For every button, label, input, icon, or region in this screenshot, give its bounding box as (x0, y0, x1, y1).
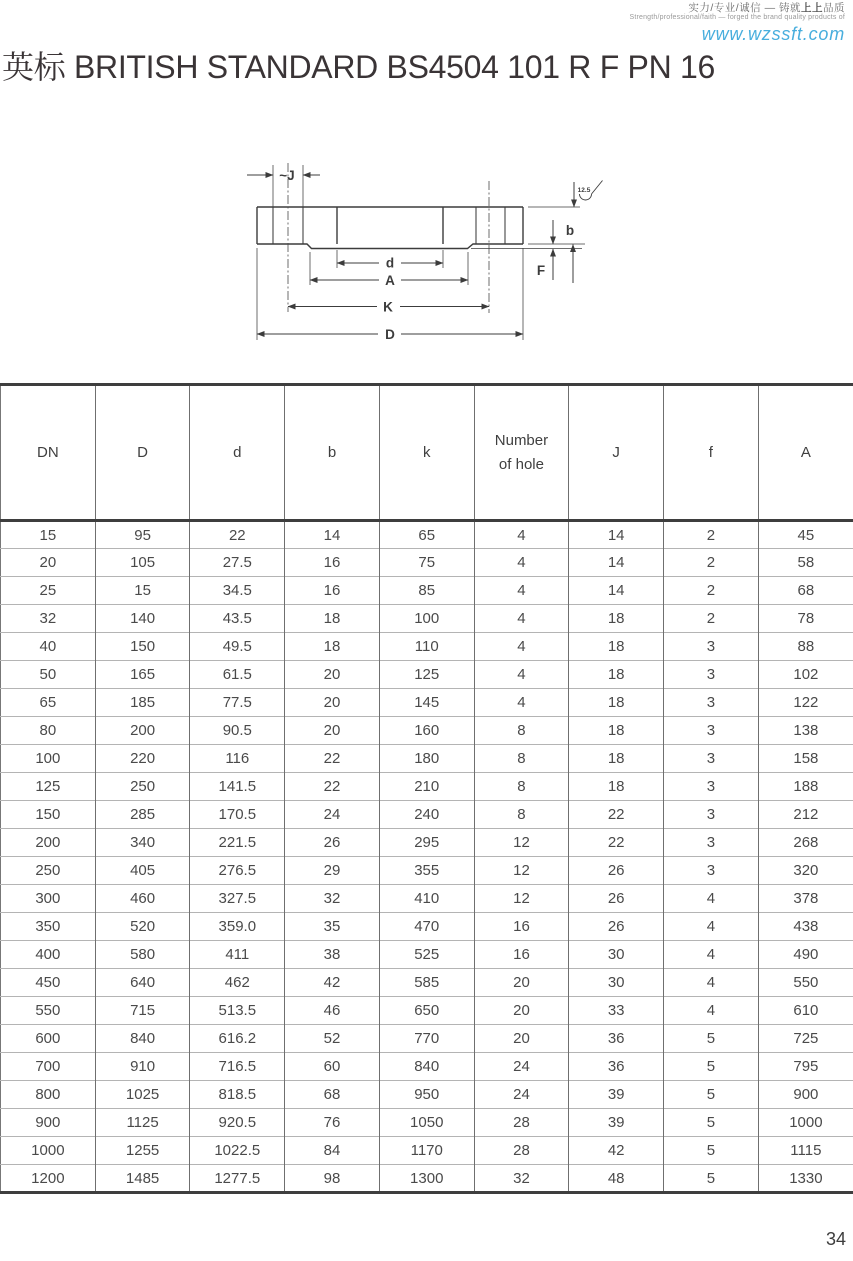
table-cell: 3 (664, 857, 759, 885)
table-cell: 150 (1, 801, 96, 829)
table-cell: 40 (1, 633, 96, 661)
table-cell: 30 (569, 969, 664, 997)
table-row (1, 1137, 853, 1165)
table-cell: 795 (758, 1053, 853, 1081)
table-cell: 27.5 (190, 549, 285, 577)
table-cell: 4 (664, 997, 759, 1025)
dimension-lines (247, 175, 574, 334)
column-header: A (758, 385, 853, 521)
table-cell: 1330 (758, 1165, 853, 1193)
table-cell: 4 (474, 577, 569, 605)
column-header: f (664, 385, 759, 521)
dim-label-D: D (385, 327, 395, 342)
table-cell: 39 (569, 1081, 664, 1109)
slogan-zh-prefix: 实力/专业/诚信 — 铸就 (688, 2, 801, 14)
table-cell: 8 (474, 745, 569, 773)
page-title: 英标 BRITISH STANDARD BS4504 101 R F PN 16 (2, 49, 715, 85)
table-row (1, 913, 853, 941)
table-cell: 320 (758, 857, 853, 885)
table-cell: 212 (758, 801, 853, 829)
table-cell: 1125 (95, 1109, 190, 1137)
table-cell: 125 (1, 773, 96, 801)
table-cell: 4 (664, 913, 759, 941)
table-cell: 3 (664, 829, 759, 857)
table-cell: 3 (664, 801, 759, 829)
table-cell: 12 (474, 829, 569, 857)
table-cell: 18 (569, 605, 664, 633)
column-header: k (379, 385, 474, 521)
table-cell: 45 (797, 526, 815, 544)
table-cell: 4 (474, 689, 569, 717)
table-cell: 18 (569, 633, 664, 661)
table-cell: 145 (379, 689, 474, 717)
table-cell: 8 (474, 717, 569, 745)
dim-label-A: A (385, 273, 395, 288)
roughness-symbol (578, 181, 603, 201)
table-cell: 18 (569, 745, 664, 773)
table-cell: 158 (758, 745, 853, 773)
table-cell: 650 (379, 997, 474, 1025)
table-cell: 105 (95, 549, 190, 577)
table-cell: 165 (95, 661, 190, 689)
table-cell: 1255 (95, 1137, 190, 1165)
table-cell: 770 (379, 1025, 474, 1053)
table-cell: 20 (285, 689, 380, 717)
table-cell: 34.5 (190, 577, 285, 605)
table-cell: 29 (285, 857, 380, 885)
table-cell: 20 (285, 661, 380, 689)
table-cell: 450 (1, 969, 96, 997)
table-cell: 15 (1, 521, 96, 549)
table-cell: 950 (379, 1081, 474, 1109)
table-cell: 15 (95, 577, 190, 605)
table-cell: 78 (758, 605, 853, 633)
table-cell: 268 (758, 829, 853, 857)
table-cell: 188 (758, 773, 853, 801)
table-cell: 800 (1, 1081, 96, 1109)
table-cell: 90.5 (190, 717, 285, 745)
table-cell: 3 (664, 717, 759, 745)
table-row (1, 549, 853, 577)
table-cell: 200 (1, 829, 96, 857)
table-cell: 22 (569, 829, 664, 857)
column-header: Number of hole (474, 385, 569, 521)
table-cell: 4 (474, 521, 569, 549)
table-cell: 100 (1, 745, 96, 773)
table-cell: 14 (569, 521, 664, 549)
table-cell: 26 (569, 913, 664, 941)
table-cell: 410 (379, 885, 474, 913)
table-row (1, 1081, 853, 1109)
table-cell: 4 (474, 549, 569, 577)
dimensions-table (0, 383, 853, 1194)
table-cell: 18 (569, 661, 664, 689)
table-cell: 2 (664, 549, 759, 577)
table-cell: 1277.5 (190, 1165, 285, 1193)
table-cell: 4 (474, 605, 569, 633)
table-cell: 65 (379, 521, 474, 549)
table-cell: 122 (758, 689, 853, 717)
table-cell: 18 (285, 605, 380, 633)
table-cell: 49.5 (190, 633, 285, 661)
table-cell: 580 (95, 941, 190, 969)
table-cell: 5 (664, 1025, 759, 1053)
table-cell: 610 (758, 997, 853, 1025)
table-cell: 25 (1, 577, 96, 605)
table-cell: 138 (758, 717, 853, 745)
table-cell: 220 (95, 745, 190, 773)
table-cell: 20 (474, 969, 569, 997)
table-cell: 180 (379, 745, 474, 773)
table-cell: 1025 (95, 1081, 190, 1109)
table-cell: 438 (758, 913, 853, 941)
table-row (1, 717, 853, 745)
table-cell: 276.5 (190, 857, 285, 885)
table-row (1, 857, 853, 885)
table-row (1, 1053, 853, 1081)
table-cell: 3 (664, 661, 759, 689)
table-cell: 4 (474, 633, 569, 661)
table-cell: 8 (474, 801, 569, 829)
table-row (1, 605, 853, 633)
table-cell: 68 (758, 577, 853, 605)
slogan-zh-suffix: 品质 (823, 2, 845, 14)
table-cell: 16 (474, 913, 569, 941)
table-cell: 98 (285, 1165, 380, 1193)
table-cell: 48 (569, 1165, 664, 1193)
table-cell: 470 (379, 913, 474, 941)
table-cell: 42 (569, 1137, 664, 1165)
table-cell: 8 (474, 773, 569, 801)
table-cell: 1170 (379, 1137, 474, 1165)
table-row (1, 773, 853, 801)
table-cell: 68 (285, 1081, 380, 1109)
table-cell: 22 (285, 745, 380, 773)
table-cell: 616.2 (190, 1025, 285, 1053)
table-cell: 77.5 (190, 689, 285, 717)
table-cell: 36 (569, 1053, 664, 1081)
table-cell: 1000 (1, 1137, 96, 1165)
table-row (1, 633, 853, 661)
table-cell: 85 (379, 577, 474, 605)
table-cell: 550 (1, 997, 96, 1025)
table-cell: 30 (569, 941, 664, 969)
table-cell: 520 (95, 913, 190, 941)
dim-label-J: ~J (279, 168, 295, 183)
table-cell: 840 (95, 1025, 190, 1053)
table-cell: 52 (285, 1025, 380, 1053)
table-cell: 26 (285, 829, 380, 857)
table-cell: 28 (474, 1109, 569, 1137)
table-cell: 3 (664, 633, 759, 661)
table-cell: 5 (664, 1109, 759, 1137)
table-cell: 900 (758, 1081, 853, 1109)
table-cell: 5 (664, 1081, 759, 1109)
flange-outline (257, 207, 523, 249)
table-cell: 462 (190, 969, 285, 997)
table-cell: 221.5 (190, 829, 285, 857)
table-cell: 170.5 (190, 801, 285, 829)
table-cell: 513.5 (190, 997, 285, 1025)
table-cell: 1200 (1, 1165, 96, 1193)
table-cell: 400 (1, 941, 96, 969)
table-row (1, 941, 853, 969)
table-cell: 141.5 (190, 773, 285, 801)
table-cell: 1022.5 (190, 1137, 285, 1165)
table-row (1, 1165, 853, 1193)
table-cell: 4 (474, 661, 569, 689)
table-cell: 18 (569, 773, 664, 801)
table-cell: 36 (569, 1025, 664, 1053)
table-cell: 32 (1, 605, 96, 633)
table-row (1, 801, 853, 829)
table-cell: 60 (285, 1053, 380, 1081)
column-header: d (190, 385, 285, 521)
column-header: D (95, 385, 190, 521)
table-row (1, 521, 853, 549)
table-cell: 125 (379, 661, 474, 689)
table-cell: 80 (1, 717, 96, 745)
table-cell: 18 (285, 633, 380, 661)
slogan-english: Strength/professional/faith — forged the brand quality products of (629, 14, 845, 22)
table-cell: 12 (474, 857, 569, 885)
table-cell: 20 (474, 997, 569, 1025)
table-cell: 100 (379, 605, 474, 633)
table-cell: 28 (474, 1137, 569, 1165)
roughness-value: 12.5 (577, 187, 591, 194)
table-cell: 411 (190, 941, 285, 969)
table-cell: 3 (664, 773, 759, 801)
dim-label-K: K (383, 299, 393, 315)
table-cell: 285 (95, 801, 190, 829)
table-cell: 24 (474, 1081, 569, 1109)
table-cell: 35 (285, 913, 380, 941)
table-cell: 24 (474, 1053, 569, 1081)
table-cell: 1115 (758, 1137, 853, 1165)
table-cell: 210 (379, 773, 474, 801)
table-cell: 4 (664, 969, 759, 997)
table-cell: 716.5 (190, 1053, 285, 1081)
table-cell: 185 (95, 689, 190, 717)
table-cell: 3 (664, 745, 759, 773)
table-cell: 600 (1, 1025, 96, 1053)
centerlines (288, 163, 489, 313)
table-cell: 20 (474, 1025, 569, 1053)
table-cell: 22 (285, 773, 380, 801)
table-cell: 22 (190, 521, 285, 549)
table-cell: 378 (758, 885, 853, 913)
table-cell: 640 (95, 969, 190, 997)
table-cell: 140 (95, 605, 190, 633)
table-cell: 340 (95, 829, 190, 857)
brand-block (629, 2, 845, 45)
table-cell: 102 (758, 661, 853, 689)
website-url: www.wzssft.com (701, 24, 845, 45)
table-cell: 250 (1, 857, 96, 885)
table-cell: 32 (474, 1165, 569, 1193)
table-row (1, 689, 853, 717)
table-row (1, 577, 853, 605)
table-row (1, 745, 853, 773)
table-cell: 50 (1, 661, 96, 689)
table-cell: 95 (95, 521, 190, 549)
table-cell: 32 (285, 885, 380, 913)
table-header (1, 385, 853, 521)
table-row (1, 829, 853, 857)
table-cell: 200 (95, 717, 190, 745)
table-cell: 460 (95, 885, 190, 913)
header-row (1, 385, 853, 521)
table-cell: 43.5 (190, 605, 285, 633)
table-cell: 38 (285, 941, 380, 969)
table-cell: 5 (664, 1053, 759, 1081)
table-cell: 490 (758, 941, 853, 969)
flange-drawing (230, 155, 630, 350)
table-cell: 525 (379, 941, 474, 969)
table-cell: 76 (285, 1109, 380, 1137)
table-cell: 75 (379, 549, 474, 577)
table-cell: 150 (95, 633, 190, 661)
table-cell: 1300 (379, 1165, 474, 1193)
table-cell: 14 (569, 549, 664, 577)
table-cell: 327.5 (190, 885, 285, 913)
dimension-labels (279, 168, 574, 342)
table-cell: 900 (1, 1109, 96, 1137)
table-cell: 14 (285, 521, 380, 549)
table-cell: 12 (474, 885, 569, 913)
table-cell: 1485 (95, 1165, 190, 1193)
table-cell: 20 (1, 549, 96, 577)
table-cell: 160 (379, 717, 474, 745)
table-row (1, 885, 853, 913)
table-cell: 2 (664, 521, 759, 549)
dim-label-b: b (565, 223, 575, 238)
column-header: b (285, 385, 380, 521)
table-cell: 715 (95, 997, 190, 1025)
table-cell: 22 (569, 801, 664, 829)
table-cell: 1050 (379, 1109, 474, 1137)
table-row (1, 1109, 853, 1137)
table-cell: 4 (664, 941, 759, 969)
table-row (1, 969, 853, 997)
table-cell: 240 (379, 801, 474, 829)
table-cell: 116 (190, 745, 285, 773)
table-cell: 550 (758, 969, 853, 997)
table-cell: 88 (758, 633, 853, 661)
table-cell: 4 (664, 885, 759, 913)
table-cell: 16 (285, 577, 380, 605)
table-cell: 1000 (758, 1109, 853, 1137)
table-cell: 3 (664, 689, 759, 717)
table-cell: 33 (569, 997, 664, 1025)
extension-lines (257, 165, 585, 340)
table-cell: 700 (1, 1053, 96, 1081)
table-cell: 405 (95, 857, 190, 885)
table-row (1, 661, 853, 689)
table-cell: 840 (379, 1053, 474, 1081)
table-cell: 26 (569, 857, 664, 885)
table-cell: 58 (758, 549, 853, 577)
table-cell: 295 (379, 829, 474, 857)
table-cell: 42 (285, 969, 380, 997)
table-row (1, 997, 853, 1025)
table-cell: 355 (379, 857, 474, 885)
table-cell: 20 (285, 717, 380, 745)
page-number: 34 (825, 1229, 846, 1249)
table-cell: 84 (285, 1137, 380, 1165)
table-cell: 46 (285, 997, 380, 1025)
table-cell: 65 (1, 689, 96, 717)
table-cell: 359.0 (190, 913, 285, 941)
slogan-chinese (629, 2, 845, 14)
table-cell: 5 (664, 1137, 759, 1165)
column-header: DN (1, 385, 96, 521)
table-cell: 18 (569, 689, 664, 717)
table-row (1, 1025, 853, 1053)
table-cell: 16 (474, 941, 569, 969)
table-cell: 110 (379, 633, 474, 661)
table-cell: 18 (569, 717, 664, 745)
table-cell: 5 (664, 1165, 759, 1193)
table-cell: 26 (569, 885, 664, 913)
table-cell: 16 (285, 549, 380, 577)
table-cell: 910 (95, 1053, 190, 1081)
table-cell: 725 (758, 1025, 853, 1053)
table-cell: 24 (285, 801, 380, 829)
column-header: J (569, 385, 664, 521)
dim-label-F: F (536, 263, 546, 278)
table-cell: 818.5 (190, 1081, 285, 1109)
table-cell: 39 (569, 1109, 664, 1137)
table-cell: 2 (664, 577, 759, 605)
table-cell: 250 (95, 773, 190, 801)
table-cell: 61.5 (190, 661, 285, 689)
table-cell: 585 (379, 969, 474, 997)
table-cell: 300 (1, 885, 96, 913)
table-cell: 920.5 (190, 1109, 285, 1137)
dim-label-d: d (385, 255, 395, 271)
table-cell: 350 (1, 913, 96, 941)
table-body (1, 521, 853, 1193)
table-cell: 2 (664, 605, 759, 633)
slogan-zh-brand: 上上 (801, 2, 823, 14)
table-cell: 14 (569, 577, 664, 605)
